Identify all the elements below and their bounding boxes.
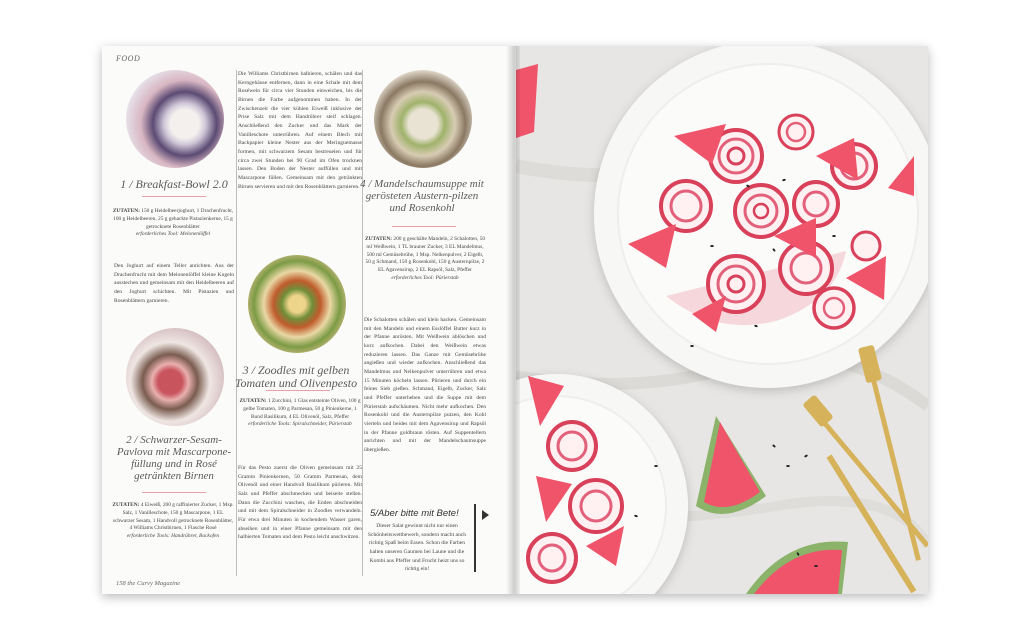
beet-salad-photo <box>516 46 928 594</box>
magazine-spread <box>102 46 928 594</box>
column-divider <box>362 70 363 576</box>
section-label: FOOD <box>116 54 141 63</box>
recipe-2-ingredients <box>112 502 234 541</box>
recipe-1-title: 1 / Breakfast-Bowl 2.0 <box>120 177 228 191</box>
ingredients-label: ZUTATEN: <box>239 398 267 404</box>
title-underline <box>392 226 456 227</box>
arrow-right-icon <box>482 510 489 520</box>
ingredients-text: 200 g geschälte Mandeln, 2 Schalotten, 50 ml Weißwein, 1 TL brauner Zucker, 3 EL Mandelmus, 500 ml Gemüsebrühe, 1 Msp. Nelkenpulver, 2 Eigelb, 50 g Schmand, 150 g Rosenkohl, 150 g Austernpilze, 2 EL Agavensirup, 2 EL Rapsöl, Salz, Pfeffer <box>365 236 486 274</box>
title-underline <box>142 492 206 493</box>
recipe-4-title: 4 / Mandelschaumsuppe mit gerösteten Austern-pilzen und Rosenkohl <box>360 178 484 215</box>
tools-text: erforderliches Tool: Pürierstab <box>391 275 459 282</box>
box-text: Dieser Salat gewinnt nicht nur einen Schönheitswettbewerb, sondern macht auch richtig Spaß beim Essen. Schon die Farben halten unseren Gaumen bei Laune und die Kombi aus Pfeffer und Frucht heizt uns so richtig ein! <box>367 523 467 573</box>
title-underline <box>142 196 206 197</box>
recipe-1-method: Den Joghurt auf einem Teller anrichten. Aus der Drachenfrucht mit dem Melonenlöffel kleine Kugeln ausstechen und gemeinsam mit den Heidelbeeren auf den Joghurt schichten. Mit Pistazien und Rosenblättern garnieren. <box>114 263 234 304</box>
right-page <box>516 46 928 594</box>
recipe-3-title: 3 / Zoodles mit gelben Tomaten und Olivenpesto <box>234 363 358 391</box>
ingredients-label: ZUTATEN: <box>112 208 140 214</box>
left-page <box>102 46 516 594</box>
ingredients-text: 4 Eiweiß, 200 g raffinierter Zucker, 1 Msp. Salz, 1 Vanilleschote, 150 g Mascarpone, 1 EL schwarzer Sesam, 1 Handvoll getrocknete Rosenblätter, 4 Williams Christbirnen, 1 Flasche Rosé <box>112 502 234 532</box>
recipe-4-ingredients <box>364 236 486 283</box>
ingredients-label: ZUTATEN: <box>112 502 140 508</box>
ingredients-label: ZUTATEN: <box>364 236 393 242</box>
spine-shadow <box>506 46 520 594</box>
ingredients-text: 150 g Heidelbeerjoghurt, 1 Drachenfrucht, 100 g Heidelbeeren, 25 g gehackte Pistazienkerne, 15 g getrocknete Rosenblätter <box>113 208 234 230</box>
tools-text: erforderliche Tools: Spiralschneider, Pürierstab <box>248 421 352 428</box>
recipe-3-ingredients <box>238 398 362 429</box>
recipe-3-method: Für das Pesto zuerst die Oliven gemeinsam mit 25 Gramm Pinienkernen, 50 Gramm Parmesan, dem Olivenöl und einer Handvoll Basilikum pürieren. Mit Salz und Pfeffer abschmecken und beiseite stellen. Dann die Zucchini waschen, die Enden abschneiden und mit dem Spiralschneider in Zoodles verwandeln. Für etwa drei Minuten in kochendem Wasser garen, abseihen und in einer Pfanne gemeinsam mit den halbierten Tomaten und dem Pesto leicht anschwitzen. <box>238 465 362 541</box>
recipe-4-method: Die Schalotten schälen und klein hacken. Gemeinsam mit den Mandeln und einem Esslöffel Butter kurz in der Pfanne anrösten. Mit Weißwein ablöschen und kurz aufkochen. Dabei den Weißwein etwas reduzieren lassen. Das Ganze mit Gemüsebrühe angießen und wieder aufkochen. Anschließend das Mandelmus und Nelkenpulver unterrühren und etwa 15 Minuten köcheln lassen. Pürieren und durch ein feines Sieb gießen. Schmand, Eigelb, Zucker, Salz und Pfeffer unterheben und die Suppe mit dem Pürierstab aufschäumen. Nicht mehr aufkochen. Den Rosenkohl und die Austernpilze putzen, den Kohl vierteln und beides mit dem Agavensirup und Rapsöl in der Pfanne goldbraun rösten. Auf Suppentellern anrichten und mit der Mandelschaumsuppe übergießen. <box>364 317 486 453</box>
tools-text: erforderliches Tool: Melonenlöffel <box>135 231 211 238</box>
box-rule <box>474 504 476 572</box>
column-divider <box>236 70 237 576</box>
pavlova-photo <box>126 328 224 426</box>
recipe-1-ingredients <box>112 208 234 239</box>
breakfast-bowl-photo <box>126 70 224 168</box>
box-title: 5/Aber bitte mit Bete! <box>370 508 459 519</box>
tools-text: erforderliche Tools: Handrührer, Backofen <box>126 533 220 540</box>
zoodles-photo <box>248 255 346 353</box>
recipe-2-method: Die Williams Christbirnen halbieren, schälen und das Kerngehäuse entfernen, dann in eine Schale mit dem Roséwein für circa vier Stunden einweichen, bis die Birnen die Farbe aufgenommen haben. In der Zwischenzeit die vier kühlen Eiweiß inklusive der Prise Salz mit dem Handrührer steif schlagen. Anschließend den Zucker und das Mark der Vanilleschote unterrühren. Auf einem Blech mit Backpapier kleine Nester aus der Meringuemasse formen, mit schwarzem Sesam bestreuelen und für circa zwei Stunden bei 90 Grad im Ofen trocknen lassen. Den Boden der Nester auffüllen und mit Mascarpone füllen. Gemeinsam mit den getränkten Birnen servieren und mit den Rosenblättern garnieren. <box>238 71 362 190</box>
ingredients-text: 1 Zucchini, 1 Glas entsteinte Oliven, 100 g gelbe Tomaten, 100 g Parmesan, 50 g Pinienkerne, 1 Bund Basilikum, 4 EL Olivenöl, Salz, Pfeffer <box>243 398 361 420</box>
almond-soup-photo <box>374 70 472 168</box>
page-footer: 158 the Curvy Magazine <box>116 580 181 587</box>
recipe-2-title: 2 / Schwarzer-Sesam-Pavlova mit Mascarpone-füllung und in Rosé getränkten Birnen <box>116 434 232 483</box>
title-underline <box>266 390 330 391</box>
